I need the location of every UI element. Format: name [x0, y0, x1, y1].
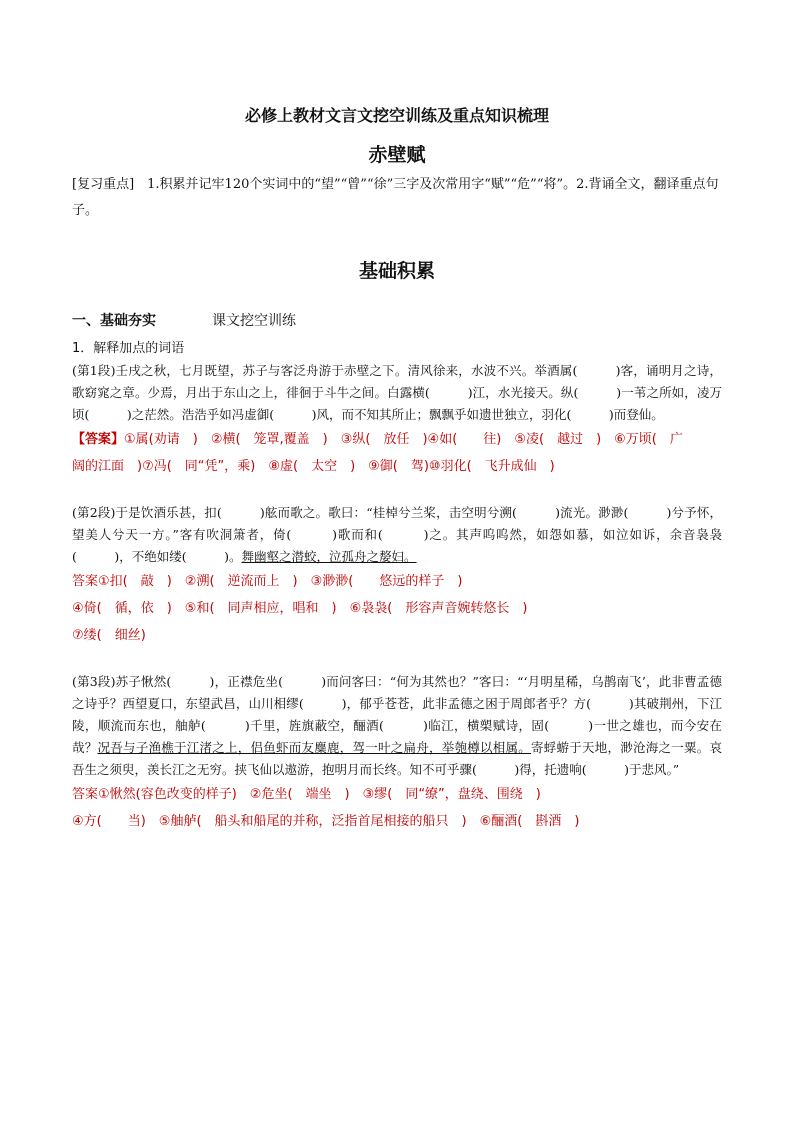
paragraph-2-text — [72, 502, 722, 568]
review-focus: [复习重点] 1.积累并记牢120个实词中的“望”“曾”“徐”三字及次常用字“赋”“危”“将”。2.背诵全文，翻译重点句子。 — [72, 177, 719, 218]
paragraph-3-body: (第3段)苏子愀然( )，正襟危坐( )而问客曰：“何为其然也？”客曰：“‘月明星稀，乌鹊南飞’，此非曹孟德之诗乎？西望夏口，东望武昌，山川相缪( )，郁乎苍苍，此非孟德之困于周郎者乎？方( )其破荆州，下江陵，顺流而东也，舳舻( )千里，旌旗蔽空，酾酒( )临江，横槊赋诗，固( )一世之雄也，而今安在哉？ — [72, 674, 722, 755]
paragraph-3-underlined: 况吾与子渔樵于江渚之上，侣鱼虾而友麋鹿，驾一叶之扁舟，举匏樽以相属。 — [97, 740, 531, 755]
paragraph-2-body: (第2段)于是饮酒乐甚，扣( )舷而歌之。歌曰：“桂棹兮兰桨，击空明兮溯( )流光。渺渺( )兮予怀，望美人兮天一方。”客有吹洞箫者，倚( )歌而和( )之。其声呜呜然，如怨如慕，如泣如诉，余音袅袅( )，不绝如缕( )。 — [72, 505, 722, 564]
part-heading — [72, 310, 722, 332]
document-title: 必修上教材文言文挖空训练及重点知识梳理 — [244, 106, 549, 125]
part-heading-sub: 课文挖空训练 — [212, 313, 296, 329]
answer-line: 答案①愀然(容色改变的样子) ②危坐( 端坐 ) ③缪( 同“缭”，盘绕、围绕 ) — [72, 787, 541, 802]
paragraph-3-text — [72, 671, 722, 781]
answer-line: 答案①扣( 敲 ) ②溯( 逆流而上 ) ③渺渺( 悠远的样子 ) — [72, 574, 463, 589]
paragraph-1-text: (第1段)壬戌之秋，七月既望，苏子与客泛舟游于赤壁之下。清风徐来，水波不兴。举酒属( )客，诵明月之诗，歌窈窕之章。少焉，月出于东山之上，徘徊于斗牛之间。白露横( )江，水光接天。纵( )一苇之所如，凌万顷( )之茫然。浩浩乎如冯虚御( )风，而不知其所止；飘飘乎如遗世独立，羽化( )而登仙。 — [72, 363, 722, 422]
paragraph-1-answer — [72, 426, 722, 480]
question-1: 1．解释加点的词语 — [72, 341, 185, 356]
answer-tag: 【答案】 — [72, 432, 125, 447]
section-title: 基础积累 — [358, 260, 435, 282]
paragraph-3-body-end: 寄蜉蝣于天地，渺沧海之一粟。哀吾生之须臾，羡长江之无穷。挟飞仙以遨游，抱明月而长终。知不可乎骤( )得，托遗响( )于悲风。” — [72, 740, 722, 777]
answer-line: 阔的江面 )⑦冯( 同“凭”，乘) ⑧虚( 太空 ) ⑨御( 驾)⑩羽化( 飞升成仙 ) — [72, 459, 555, 474]
answer-line: ⑦缕( 细丝) — [72, 628, 146, 643]
paragraph-2-underlined: 舞幽壑之潜蛟，泣孤舟之嫠妇。 — [241, 549, 417, 564]
answer-line: ①属(劝请 ) ②横( 笼罩,覆盖 ) ③纵( 放任 )④如( 往) ⑤凌( 越过 ) ⑥万顷( 广 — [124, 432, 683, 447]
answer-line: ④方( 当) ⑤舳舻( 船头和船尾的并称，泛指首尾相接的船只 ) ⑥酾酒( 斟酒 ) — [72, 814, 580, 829]
part-heading-label: 一、基础夯实 — [72, 313, 156, 329]
lesson-title: 赤壁赋 — [368, 144, 426, 166]
paragraph-2-answer — [72, 568, 722, 649]
answer-line: ④倚( 循，依 ) ⑤和( 同声相应，唱和 ) ⑥袅袅( 形容声音婉转悠长 ) — [72, 601, 528, 616]
paragraph-3-answer — [72, 781, 722, 835]
